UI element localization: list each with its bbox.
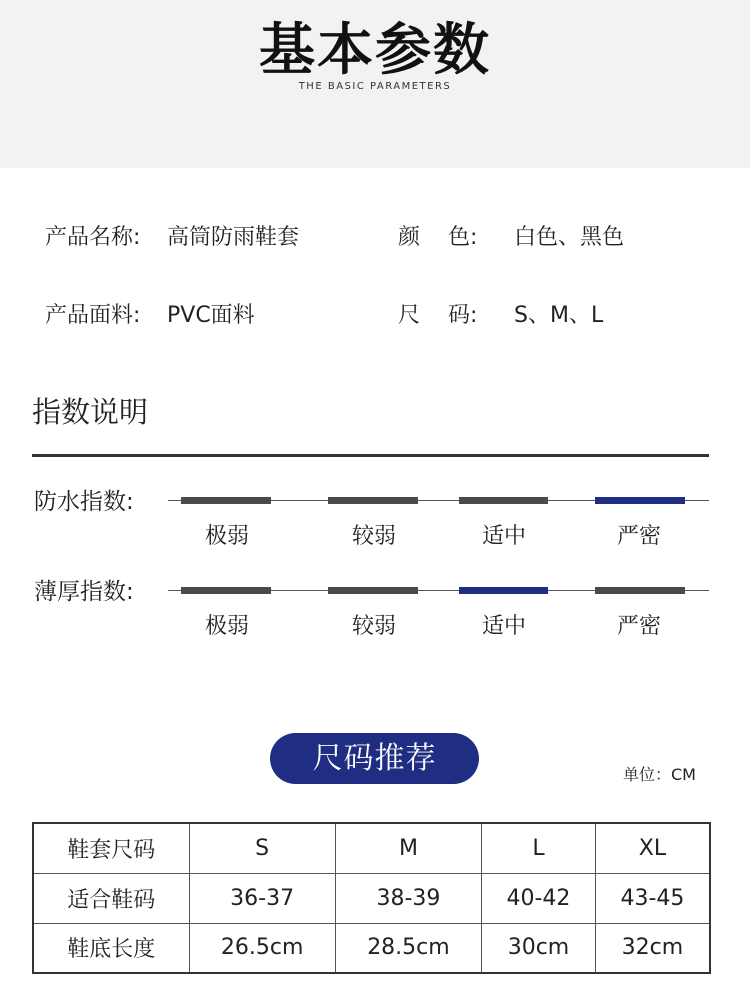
table-cell: 40-42 [482,873,596,923]
index-segment [181,587,271,594]
table-cell: 43-45 [595,873,710,923]
param-label: 颜 色: [398,225,478,250]
size-recommend-badge: 尺码推荐 [270,733,479,784]
param-color [398,220,625,251]
index-level-label: 适中 [481,614,526,639]
index-segment-active [459,587,548,594]
page-title: 基本参数 [259,18,491,83]
index-level-label: 较弱 [351,524,396,549]
unit-label: 单位：CM [623,765,696,784]
index-segment [459,497,548,504]
param-value: 白色、黑色 [514,225,625,250]
index-segment [328,587,418,594]
table-cell: 30cm [482,923,596,973]
param-size [398,298,604,329]
table-cell: M [335,823,481,873]
index-level-label: 极弱 [204,614,249,639]
param-value: 高筒防雨鞋套 [167,225,300,250]
page-subtitle: THE BASIC PARAMETERS [298,81,452,92]
index-level-label: 适中 [481,524,526,549]
table-row-header: 适合鞋码 [33,873,189,923]
param-material [45,298,255,329]
size-table [32,822,711,974]
table-cell: XL [595,823,710,873]
header-banner [0,0,750,168]
param-label: 产品面料: [45,303,141,328]
table-cell: 38-39 [335,873,481,923]
index-level-label: 较弱 [351,614,396,639]
index-level-label: 严密 [616,524,661,549]
table-row [33,873,710,923]
index-row-label: 防水指数: [34,489,134,515]
index-level-label: 严密 [616,614,661,639]
index-segment-active [595,497,685,504]
table-cell: 26.5cm [189,923,335,973]
param-label: 尺 码: [398,303,478,328]
table-row-header: 鞋套尺码 [33,823,189,873]
index-section-title: 指数说明 [32,395,149,429]
table-cell: 32cm [595,923,710,973]
table-row-header: 鞋底长度 [33,923,189,973]
index-level-label: 极弱 [204,524,249,549]
index-row-label: 薄厚指数: [34,579,134,605]
table-row [33,823,710,873]
index-segment [328,497,418,504]
table-cell: 28.5cm [335,923,481,973]
param-label: 产品名称: [45,225,141,250]
table-cell: 36-37 [189,873,335,923]
table-cell: L [482,823,596,873]
table-row [33,923,710,973]
section-divider [32,454,709,457]
param-product-name [45,220,300,251]
index-segment [595,587,685,594]
param-value: PVC面料 [167,303,255,328]
table-cell: S [189,823,335,873]
param-value: S、M、L [514,303,604,328]
index-segment [181,497,271,504]
